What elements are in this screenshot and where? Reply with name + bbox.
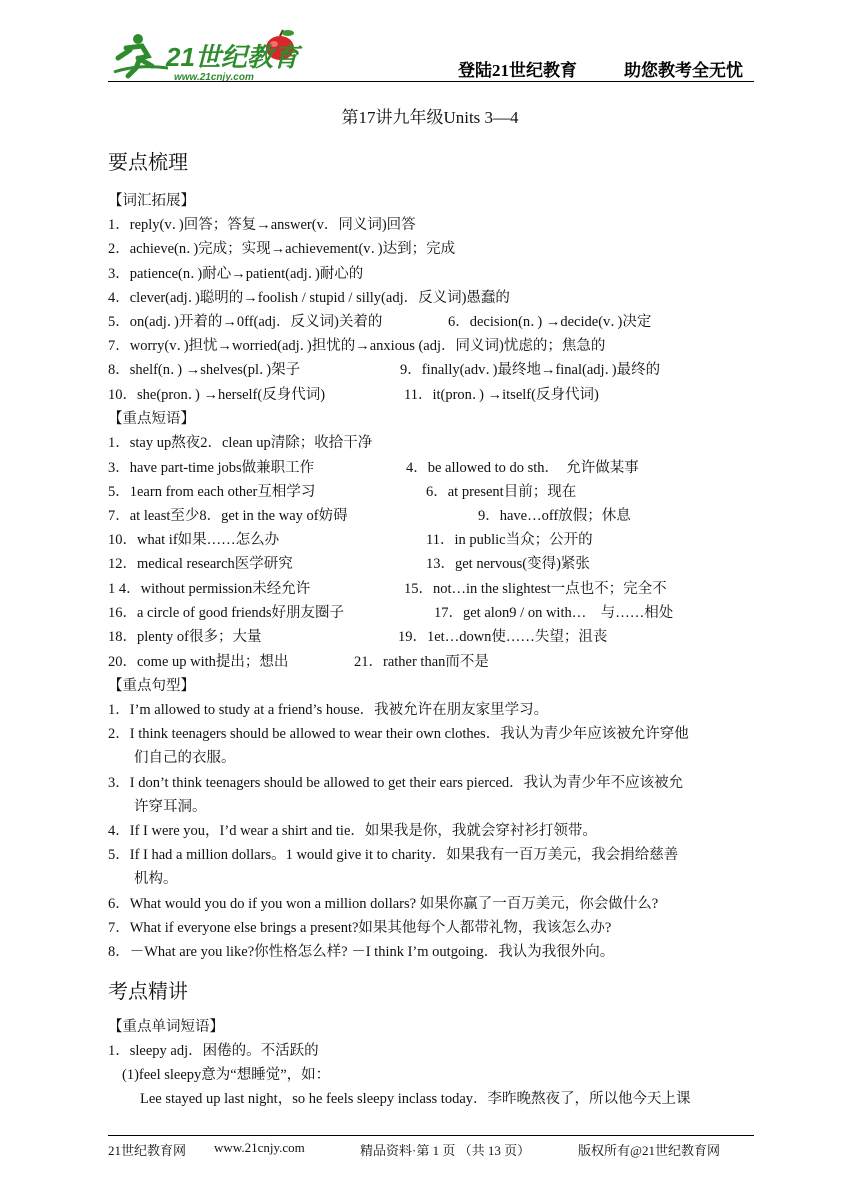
footer-page-info: 精品资料·第 1 页 （共 13 页） <box>360 1143 531 1158</box>
vocab-line: 10．she(pron．) →herself(反身代词) <box>108 387 326 403</box>
phrase-line: 9．have…off放假；休息 <box>478 508 631 524</box>
sentence-heading: 【重点句型】 <box>108 678 195 694</box>
phrase-heading: 【重点短语】 <box>108 411 195 427</box>
footer-copyright: 版权所有@21世纪教育网 <box>578 1143 720 1158</box>
footer-url[interactable]: www.21cnjy.com <box>214 1140 305 1155</box>
phrase-line: 12．medical research医学研究 <box>108 556 293 572</box>
sentence-line: 5．If I had a million dollars。1 would give it to charity．如果我有一百万美元，我会捐给慈善 <box>108 847 679 863</box>
vocab-heading: 【词汇拓展】 <box>108 193 195 209</box>
sentence-line: 许穿耳洞。 <box>134 799 207 815</box>
key-words-heading: 【重点单词短语】 <box>108 1019 224 1035</box>
footer-divider <box>108 1135 754 1136</box>
sentence-line: 2．I think teenagers should be allowed to wear their own clothes．我认为青少年应该被允许穿他 <box>108 726 689 742</box>
section-heading-exam-points: 考点精讲 <box>108 981 188 1003</box>
phrase-line: 7．at least至少8．get in the way of妨碍 <box>108 508 348 524</box>
phrase-line: 17．get alon9 / on with… 与……相处 <box>434 605 674 621</box>
key-line: (1)feel sleepy意为“想睡觉”，如： <box>122 1067 331 1083</box>
vocab-line: 4．clever(adj．)聪明的→foolish / stupid / silly(adj．反义词)愚蠢的 <box>108 290 510 306</box>
logo-url: www.21cnjy.com <box>174 72 254 83</box>
sentence-line: 7．What if everyone else brings a present?如果其他每个人都带礼物，我该怎么办? <box>108 920 612 936</box>
phrase-line: 1 4．without permission未经允许 <box>108 581 311 597</box>
phrase-line: 20．come up with提出；想出 <box>108 654 289 670</box>
logo <box>108 28 308 84</box>
key-line: Lee stayed up last night，so he feels sleepy inclass today．李昨晚熬夜了，所以他今天上课 <box>140 1091 691 1107</box>
vocab-line: 2．achieve(n．)完成；实现→achievement(v．)达到；完成 <box>108 241 456 257</box>
key-line: 1．sleepy adj．困倦的。不活跃的 <box>108 1043 319 1059</box>
sentence-line: 1．I’m allowed to study at a friend’s house．我被允许在朋友家里学习。 <box>108 702 549 718</box>
vocab-line: 8．shelf(n．) →shelves(pl．)架子 <box>108 362 301 378</box>
section-heading-key-points: 要点梳理 <box>108 152 188 174</box>
vocab-line: 5．on(adj．)开着的→0ff(adj．反义词)关着的 <box>108 314 383 330</box>
sentence-line: 4．If I were you，I’d wear a shirt and tie．如果我是你，我就会穿衬衫打领带。 <box>108 823 597 839</box>
sentence-line: 机构。 <box>134 871 178 887</box>
vocab-line: 7．worry(v．)担忧→worried(adj．)担忧的→anxious (adj．同义词)忧虑的；焦急的 <box>108 338 606 354</box>
header-divider <box>108 81 754 82</box>
phrase-line: 3．have part-time jobs做兼职工作 <box>108 460 315 476</box>
phrase-line: 6．at present目前；现在 <box>426 484 577 500</box>
phrase-line: 16．a circle of good friends好朋友圈子 <box>108 605 344 621</box>
phrase-line: 4．be allowed to do sth． 允许做某事 <box>406 460 639 476</box>
phrase-line: 5．1earn from each other互相学习 <box>108 484 316 500</box>
phrase-line: 13．get nervous(变得)紧张 <box>426 556 590 572</box>
vocab-line: 6．decision(n．) →decide(v．)决定 <box>448 314 652 330</box>
phrase-line: 15．not…in the slightest一点也不；完全不 <box>404 581 667 597</box>
vocab-line: 1．reply(v．)回答；答复→answer(v．同义词)回答 <box>108 217 416 233</box>
phrase-line: 11．in public当众；公开的 <box>426 532 593 548</box>
sentence-line: 6．What would you do if you won a million dollars? 如果你赢了一百万美元，你会做什么? <box>108 896 659 912</box>
sentence-line: 8．－What are you like?你性格怎么样? －I think I’m outgoing．我认为我很外向。 <box>108 944 615 960</box>
phrase-line: 21．rather than而不是 <box>354 654 489 670</box>
logo-text: 21世纪教育 <box>166 42 299 72</box>
phrase-line: 18．plenty of很多；大量 <box>108 629 262 645</box>
footer-site: 21世纪教育网 <box>108 1143 187 1158</box>
phrase-line: 19．1et…down使……失望；沮丧 <box>398 629 608 645</box>
phrase-line: 10．what if如果……怎么办 <box>108 532 280 548</box>
header-slogan: 助您教考全无忧 <box>624 61 743 80</box>
runner-icon <box>114 34 168 76</box>
sentence-line: 们自己的衣服。 <box>134 750 236 766</box>
phrase-line: 1．stay up熬夜2．clean up清除；收拾干净 <box>108 435 373 451</box>
header-login-text: 登陆21世纪教育 <box>458 61 577 80</box>
page-header <box>0 0 860 90</box>
vocab-line: 11．it(pron．) →itself(反身代词) <box>404 387 599 403</box>
vocab-line: 9．finally(adv．)最终地→final(adj．)最终的 <box>400 362 661 378</box>
vocab-line: 3．patience(n．)耐心→patient(adj．)耐心的 <box>108 266 364 282</box>
page-title: 第17讲九年级Units 3—4 <box>341 108 519 127</box>
sentence-line: 3．I don’t think teenagers should be allowed to get their ears pierced．我认为青少年不应该被允 <box>108 775 684 791</box>
